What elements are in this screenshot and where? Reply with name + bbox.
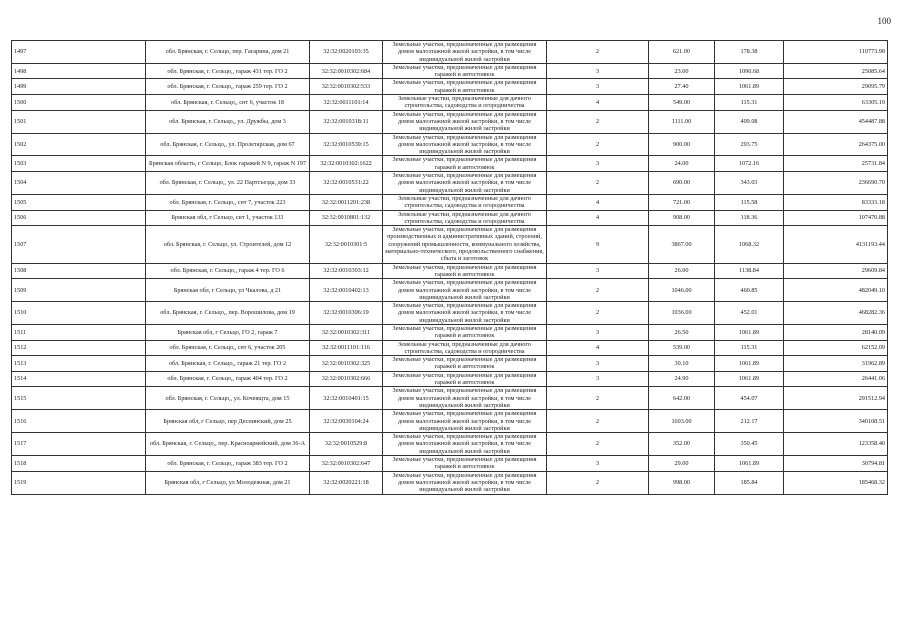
- use-group-cell: 2: [547, 133, 649, 156]
- table-row: [12, 302, 888, 325]
- cadastral-value-cell: 26441.06: [784, 371, 888, 387]
- cadastral-number-cell: 32:32:0010302:1622: [310, 156, 383, 172]
- area-cell: 1603.00: [649, 410, 715, 433]
- area-cell: 26.00: [649, 263, 715, 279]
- address-cell: обл. Брянская, г. Сельцо,, гараж 4 тер. ГО 6: [146, 263, 310, 279]
- use-group-cell: 2: [547, 433, 649, 456]
- specific-value-cell: 212.17: [715, 410, 784, 433]
- use-group-cell: 4: [547, 194, 649, 210]
- row-number: 1502: [12, 133, 146, 156]
- row-number: 1501: [12, 110, 146, 133]
- cadastral-number-cell: 32:32:0010402:13: [310, 279, 383, 302]
- area-cell: 24.00: [649, 156, 715, 172]
- use-group-cell: 3: [547, 156, 649, 172]
- cadastral-value-cell: 264375.00: [784, 133, 888, 156]
- cadastral-value-cell: 123358.40: [784, 433, 888, 456]
- table-row: [12, 156, 888, 172]
- specific-value-cell: 1072.16: [715, 156, 784, 172]
- land-use-cell: Земельные участки, предназначенные для размещения домов малоэтажной жилой застройки, в том числе индивидуальной жилой застройки: [383, 471, 547, 494]
- specific-value-cell: 1061.89: [715, 456, 784, 472]
- cadastral-number-cell: 32:32:0010302:533: [310, 79, 383, 95]
- cadastral-value-cell: 110773.98: [784, 41, 888, 64]
- specific-value-cell: 1138.84: [715, 263, 784, 279]
- address-cell: Брянская область, г Сельцо, Блок гаражей N 9, гараж N 197: [146, 156, 310, 172]
- land-use-cell: Земельные участки, предназначенные для размещения производственных и административных зданий, строений, сооружений промышленности, коммунального хозяйства, материально-технического, продовольственного снабжения, сбыта и заготовок: [383, 226, 547, 263]
- specific-value-cell: 293.75: [715, 133, 784, 156]
- cadastral-value-cell: 482049.10: [784, 279, 888, 302]
- land-use-cell: Земельные участки, предназначенные для размещения гаражей и автостоянок: [383, 263, 547, 279]
- cadastral-number-cell: 32:32:0010539:15: [310, 133, 383, 156]
- address-cell: обл. Брянская, г. Сельцо,, ул. Дружбы, дом 3: [146, 110, 310, 133]
- area-cell: 3867.00: [649, 226, 715, 263]
- address-cell: обл. Брянская, г. Сельцо,, гараж 404 тер. ГО 2: [146, 371, 310, 387]
- table-row: [12, 279, 888, 302]
- row-number: 1499: [12, 79, 146, 95]
- cadastral-value-cell: 185468.32: [784, 471, 888, 494]
- row-number: 1512: [12, 340, 146, 356]
- cadastral-value-cell: 63305.19: [784, 95, 888, 111]
- specific-value-cell: 452.01: [715, 302, 784, 325]
- land-use-cell: Земельные участки, предназначенные для дачного строительства, садоводства и огородничества: [383, 210, 547, 226]
- area-cell: 690.00: [649, 172, 715, 195]
- cadastral-number-cell: 32:32:0010302:647: [310, 456, 383, 472]
- specific-value-cell: 118.36: [715, 210, 784, 226]
- cadastral-value-cell: 468282.36: [784, 302, 888, 325]
- table-row: [12, 63, 888, 79]
- row-number: 1515: [12, 387, 146, 410]
- area-cell: 27.40: [649, 79, 715, 95]
- use-group-cell: 2: [547, 410, 649, 433]
- table-row: [12, 324, 888, 340]
- table-row: [12, 356, 888, 372]
- cadastral-number-cell: 32:32:0011201:238: [310, 194, 383, 210]
- address-cell: обл. Брянская, г. Сельцо,, ул. 22 Партсъезда, дом 33: [146, 172, 310, 195]
- cadastral-number-cell: 32:32:0011101:116: [310, 340, 383, 356]
- area-cell: 30.10: [649, 356, 715, 372]
- row-number: 1511: [12, 324, 146, 340]
- row-number: 1500: [12, 95, 146, 111]
- address-cell: обл. Брянская, г. Сельцо,, пер. Красноармейский, дом 36-А: [146, 433, 310, 456]
- table-row: [12, 371, 888, 387]
- cadastral-number-cell: 32:32:0010531:22: [310, 172, 383, 195]
- use-group-cell: 2: [547, 172, 649, 195]
- address-cell: обл. Брянская, г. Сельцо,, гараж 431 тер. ГО 2: [146, 63, 310, 79]
- use-group-cell: 2: [547, 110, 649, 133]
- use-group-cell: 4: [547, 95, 649, 111]
- land-use-cell: Земельные участки, предназначенные для размещения гаражей и автостоянок: [383, 371, 547, 387]
- cadastral-value-cell: 25085.64: [784, 63, 888, 79]
- page-number: 100: [877, 16, 891, 26]
- specific-value-cell: 1061.89: [715, 324, 784, 340]
- table-row: [12, 456, 888, 472]
- table-row: [12, 41, 888, 64]
- table-row: [12, 172, 888, 195]
- cadastral-number-cell: 32:32:0010318:11: [310, 110, 383, 133]
- specific-value-cell: 178.38: [715, 41, 784, 64]
- cadastral-number-cell: 32:32:0020221:18: [310, 471, 383, 494]
- land-use-cell: Земельные участки, предназначенные для размещения домов малоэтажной жилой застройки, в том числе индивидуальной жилой застройки: [383, 387, 547, 410]
- cadastral-value-cell: 107470.88: [784, 210, 888, 226]
- cadastral-number-cell: 32:32:0010301:5: [310, 226, 383, 263]
- use-group-cell: 3: [547, 324, 649, 340]
- cadastral-number-cell: 32:32:0011101:14: [310, 95, 383, 111]
- address-cell: обл. Брянская, г. Сельцо,, снт 6, участок 18: [146, 95, 310, 111]
- cadastral-value-cell: 62152.09: [784, 340, 888, 356]
- use-group-cell: 3: [547, 371, 649, 387]
- area-cell: 29.00: [649, 456, 715, 472]
- area-cell: 1046.00: [649, 279, 715, 302]
- table-row: [12, 194, 888, 210]
- row-number: 1504: [12, 172, 146, 195]
- row-number: 1519: [12, 471, 146, 494]
- table-row: [12, 433, 888, 456]
- specific-value-cell: 343.03: [715, 172, 784, 195]
- land-use-cell: Земельные участки, предназначенные для дачного строительства, садоводства и огородничества: [383, 95, 547, 111]
- cadastral-number-cell: 32:32:0020103:35: [310, 41, 383, 64]
- cadastral-number-cell: 32:32:0010401:15: [310, 387, 383, 410]
- row-number: 1503: [12, 156, 146, 172]
- use-group-cell: 4: [547, 210, 649, 226]
- table-row: [12, 340, 888, 356]
- use-group-cell: 3: [547, 79, 649, 95]
- use-group-cell: 3: [547, 263, 649, 279]
- use-group-cell: 4: [547, 340, 649, 356]
- address-cell: Брянская обл, г Сельцо, пер Деспинский, дом 25: [146, 410, 310, 433]
- land-use-cell: Земельные участки, предназначенные для размещения гаражей и автостоянок: [383, 324, 547, 340]
- land-use-cell: Земельные участки, предназначенные для размещения гаражей и автостоянок: [383, 156, 547, 172]
- cadastral-number-cell: 32:32:0030104:24: [310, 410, 383, 433]
- specific-value-cell: 460.85: [715, 279, 784, 302]
- table-row: [12, 471, 888, 494]
- use-group-cell: 3: [547, 63, 649, 79]
- land-use-cell: Земельные участки, предназначенные для размещения домов малоэтажной жилой застройки, в том числе индивидуальной жилой застройки: [383, 433, 547, 456]
- area-cell: 1111.00: [649, 110, 715, 133]
- cadastral-value-cell: 291512.94: [784, 387, 888, 410]
- use-group-cell: 2: [547, 41, 649, 64]
- row-number: 1508: [12, 263, 146, 279]
- row-number: 1513: [12, 356, 146, 372]
- cadastral-number-cell: 32:32:0010302:684: [310, 63, 383, 79]
- row-number: 1506: [12, 210, 146, 226]
- cadastral-number-cell: 32:32:0010302:325: [310, 356, 383, 372]
- cadastral-number-cell: 32:32:0010302:311: [310, 324, 383, 340]
- cadastral-value-table: [11, 40, 888, 495]
- row-number: 1507: [12, 226, 146, 263]
- address-cell: Брянская обл, г Сельцо, ГО 2, гараж 7: [146, 324, 310, 340]
- specific-value-cell: 1061.89: [715, 371, 784, 387]
- address-cell: Брянская обл, г Сельцо, снт 1, участок 133: [146, 210, 310, 226]
- table-row: [12, 226, 888, 263]
- address-cell: Брянская обл, г Сельцо, ул Чкалова, д 21: [146, 279, 310, 302]
- table-row: [12, 79, 888, 95]
- row-number: 1518: [12, 456, 146, 472]
- land-use-cell: Земельные участки, предназначенные для размещения домов малоэтажной жилой застройки, в том числе индивидуальной жилой застройки: [383, 172, 547, 195]
- cadastral-value-cell: 340108.51: [784, 410, 888, 433]
- area-cell: 998.00: [649, 471, 715, 494]
- cadastral-value-cell: 454487.88: [784, 110, 888, 133]
- cadastral-number-cell: 32:32:0010306:19: [310, 302, 383, 325]
- specific-value-cell: 185.84: [715, 471, 784, 494]
- area-cell: 24.90: [649, 371, 715, 387]
- use-group-cell: 2: [547, 387, 649, 410]
- table-row: [12, 133, 888, 156]
- row-number: 1498: [12, 63, 146, 79]
- area-cell: 1036.00: [649, 302, 715, 325]
- specific-value-cell: 1090.68: [715, 63, 784, 79]
- specific-value-cell: 115.31: [715, 95, 784, 111]
- land-use-cell: Земельные участки, предназначенные для дачного строительства, садоводства и огородничества: [383, 194, 547, 210]
- specific-value-cell: 409.08: [715, 110, 784, 133]
- cadastral-number-cell: 32:32:0010302:666: [310, 371, 383, 387]
- use-group-cell: 2: [547, 279, 649, 302]
- cadastral-value-cell: 29095.79: [784, 79, 888, 95]
- land-use-cell: Земельные участки, предназначенные для размещения гаражей и автостоянок: [383, 456, 547, 472]
- area-cell: 642.00: [649, 387, 715, 410]
- row-number: 1514: [12, 371, 146, 387]
- address-cell: обл. Брянская, г. Сельцо,, снт 6, участок 205: [146, 340, 310, 356]
- land-use-cell: Земельные участки, предназначенные для размещения домов малоэтажной жилой застройки, в том числе индивидуальной жилой застройки: [383, 41, 547, 64]
- area-cell: 23.00: [649, 63, 715, 79]
- cadastral-value-cell: 28140.09: [784, 324, 888, 340]
- area-cell: 539.00: [649, 340, 715, 356]
- table-row: [12, 263, 888, 279]
- land-use-cell: Земельные участки, предназначенные для размещения домов малоэтажной жилой застройки, в том числе индивидуальной жилой застройки: [383, 410, 547, 433]
- table-body: [12, 41, 888, 495]
- land-use-cell: Земельные участки, предназначенные для размещения домов малоэтажной жилой застройки, в том числе индивидуальной жилой застройки: [383, 302, 547, 325]
- cadastral-number-cell: 32:32:0010801:132: [310, 210, 383, 226]
- row-number: 1510: [12, 302, 146, 325]
- use-group-cell: 3: [547, 456, 649, 472]
- address-cell: обл. Брянская, г. Сельцо,, пер. Ворошилова, дом 19: [146, 302, 310, 325]
- specific-value-cell: 350.45: [715, 433, 784, 456]
- specific-value-cell: 1068.32: [715, 226, 784, 263]
- specific-value-cell: 115.31: [715, 340, 784, 356]
- cadastral-value-cell: 31962.89: [784, 356, 888, 372]
- table-row: [12, 210, 888, 226]
- address-cell: обл. Брянская, г. Сельцо, ул. Строителей, дом 12: [146, 226, 310, 263]
- area-cell: 908.00: [649, 210, 715, 226]
- specific-value-cell: 115.58: [715, 194, 784, 210]
- table-row: [12, 95, 888, 111]
- land-use-cell: Земельные участки, предназначенные для размещения домов малоэтажной жилой застройки, в том числе индивидуальной жилой застройки: [383, 279, 547, 302]
- land-use-cell: Земельные участки, предназначенные для размещения домов малоэтажной жилой застройки, в том числе индивидуальной жилой застройки: [383, 110, 547, 133]
- area-cell: 900.00: [649, 133, 715, 156]
- row-number: 1517: [12, 433, 146, 456]
- cadastral-value-cell: 25731.84: [784, 156, 888, 172]
- row-number: 1497: [12, 41, 146, 64]
- cadastral-value-cell: 4131193.44: [784, 226, 888, 263]
- area-cell: 26.50: [649, 324, 715, 340]
- area-cell: 721.00: [649, 194, 715, 210]
- address-cell: Брянская обл, г Сельцо, ул Молодежная, дом 21: [146, 471, 310, 494]
- row-number: 1505: [12, 194, 146, 210]
- land-use-cell: Земельные участки, предназначенные для размещения гаражей и автостоянок: [383, 79, 547, 95]
- address-cell: обл. Брянская, г. Сельцо,, ул. Кочевщта, дом 15: [146, 387, 310, 410]
- cadastral-value-cell: 29609.84: [784, 263, 888, 279]
- table-row: [12, 387, 888, 410]
- use-group-cell: 9: [547, 226, 649, 263]
- area-cell: 549.00: [649, 95, 715, 111]
- cadastral-value-cell: 30794.81: [784, 456, 888, 472]
- use-group-cell: 3: [547, 356, 649, 372]
- cadastral-number-cell: 32:32:0010303:12: [310, 263, 383, 279]
- table-row: [12, 110, 888, 133]
- cadastral-value-cell: 83333.18: [784, 194, 888, 210]
- specific-value-cell: 1061.89: [715, 79, 784, 95]
- cadastral-value-cell: 236690.70: [784, 172, 888, 195]
- row-number: 1509: [12, 279, 146, 302]
- area-cell: 621.00: [649, 41, 715, 64]
- address-cell: обл. Брянская, г. Сельцо,, гараж 259 тер. ГО 2: [146, 79, 310, 95]
- address-cell: обл. Брянская, г. Сельцо,, ул. Пролетарская, дом 67: [146, 133, 310, 156]
- use-group-cell: 2: [547, 302, 649, 325]
- land-use-cell: Земельные участки, предназначенные для размещения гаражей и автостоянок: [383, 356, 547, 372]
- row-number: 1516: [12, 410, 146, 433]
- specific-value-cell: 1061.89: [715, 356, 784, 372]
- land-use-cell: Земельные участки, предназначенные для размещения домов малоэтажной жилой застройки, в том числе индивидуальной жилой застройки: [383, 133, 547, 156]
- cadastral-number-cell: 32:32:0010529:8: [310, 433, 383, 456]
- table-row: [12, 410, 888, 433]
- address-cell: обл. Брянская, г. Сельцо,, гараж 21 тер. ГО 2: [146, 356, 310, 372]
- address-cell: обл. Брянская, г. Сельцо, пер. Гагарина, дом 21: [146, 41, 310, 64]
- address-cell: обл. Брянская, г. Сельцо,, снт 7, участок 223: [146, 194, 310, 210]
- address-cell: обл. Брянская, г. Сельцо,, гараж 383 тер. ГО 2: [146, 456, 310, 472]
- use-group-cell: 2: [547, 471, 649, 494]
- land-use-cell: Земельные участки, предназначенные для размещения гаражей и автостоянок: [383, 63, 547, 79]
- specific-value-cell: 454.07: [715, 387, 784, 410]
- land-use-cell: Земельные участки, предназначенные для дачного строительства, садоводства и огородничества: [383, 340, 547, 356]
- area-cell: 352.00: [649, 433, 715, 456]
